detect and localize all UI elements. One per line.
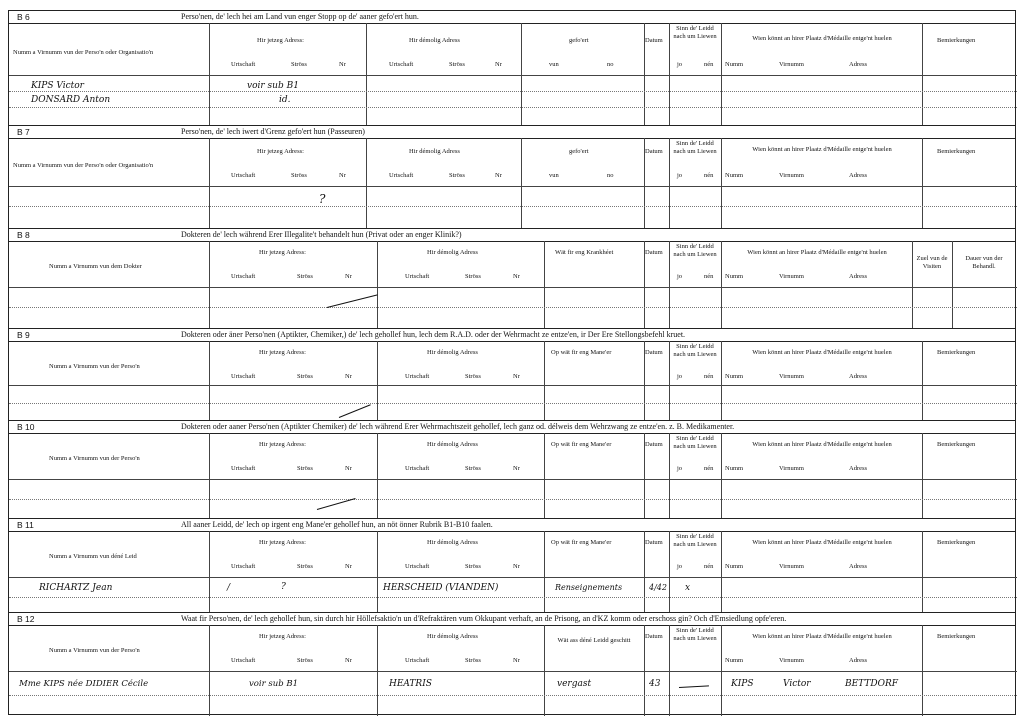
former-address-header: Hir démolig Adress xyxy=(409,37,460,44)
entry-former-address: HERSCHEID (VIANDEN) xyxy=(383,583,499,593)
entry-mark: ? xyxy=(281,582,286,592)
entry-name: Mme KIPS née DIDIER Cécile xyxy=(19,679,149,689)
entry-date: 43 xyxy=(649,679,661,689)
section-b6: B 6 Perso'nen, de' lech hei am Land vun enger Stopp op de' aaner gefo'ert hun. Numm a Virnumm vun der Perso'n oder Organisatio'n Hir jetzeg Adress: Urtschaft Ströss Nr Hir démolig Adress Urtschaft Ströss Nr gefo'ert vun no Datum Sinn de' Leidd nach um Liewen jo nén Wien könnt an hirer Plaatz d'Médaille entge'nt huelen Numm Virnumm Adress Bemierkungen KIPS Victor DONSARD Anton voir sub B1 id. xyxy=(8,10,1016,125)
current-address-header: Hir jetzeg Adress: xyxy=(257,37,304,44)
entry-mark: ? xyxy=(319,192,326,206)
entry-address: voir sub B1 xyxy=(247,81,299,91)
entry-what: vergast xyxy=(557,679,592,689)
section-b12: B 12 Waat fir Perso'nen, de' lech gehollef hun, sin durch hir Höllefsaktio'n un d'Refraktären vum Okkupant verhaft, an de Prisong, an d'KZ komm oder erschoss gin? Och d'Emsiedlung opfe'eren. Numm a Virnumm vun der Perso'n Hir jetzeg Adress: Urtschaft Ströss Nr Hir démolig Adress Urtschaft Ströss Nr Wät ass déné Leidd geschitt Datum Sinn de' Leidd nach um Liewen Wien könnt an hirer Plaatz d'Médaille entge'nt huelen Numm Virnumm Adress Bemierkungen Mme KIPS née DIDIER Cécile voir sub B1 HEATRIS vergast 43 KIPS Victor BETTDORF xyxy=(8,612,1016,715)
entry-mark: / xyxy=(227,583,231,593)
entry-date: 4/42 xyxy=(649,583,667,592)
entry-how: Renseignements xyxy=(555,583,623,592)
section-header: B 10 Dokteren oder aaner Perso'nen (Aptikter Chemiker) de' lech während Erer Wehrmachtszeit gehollef, lech ganz od. délweis dem Wehrzwang ze entze'en. z. B. Medikamenter. xyxy=(9,421,1015,434)
section-header xyxy=(9,11,1015,24)
section-title: Perso'nen, de' lech hei am Land vun enger Stopp op de' aaner gefo'ert hun. xyxy=(181,12,419,21)
section-header: B 9 Dokteren oder äner Perso'nen (Aptikter, Chemiker,) de' lech gehollef hun, lech dem R.A.D. oder der Wehrmacht ze entze'en, ir Der Ere Stellongsbefehl kruet. xyxy=(9,329,1015,342)
entry-medal-address: BETTDORF xyxy=(845,679,898,689)
section-b10: B 10 Dokteren oder aaner Perso'nen (Aptikter Chemiker) de' lech während Erer Wehrmachtszeit gehollef, lech ganz od. délweis dem Wehrzwang ze entze'en. z. B. Medikamenter. Numm a Virnumm vun der Perso'n Hir jetzeg Adress: Urtschaft Ströss Nr Hir démolig Adress Urtschaft Ströss Nr Op wät fir eng Mane'er Datum Sinn de' Leidd nach um Liewen jo nén Wien könnt an hirer Plaatz d'Médaille entge'nt huelen Numm Virnumm Adress Bemierkungen xyxy=(8,420,1016,518)
entry-name: DONSARD Anton xyxy=(31,95,111,105)
entry-medal-first: Victor xyxy=(783,679,811,689)
entry-address: id. xyxy=(279,95,291,105)
section-header: B 7 Perso'nen, de' lech iwert d'Grenz gefo'ert hun (Passeuren) xyxy=(9,126,1015,139)
entry-former-address: HEATRIS xyxy=(389,679,432,689)
section-header: B 11 All aaner Leidd, de' lech op irgent eng Mane'er gehollef hun, an nöt önner Rubrik B1-B10 faalen. xyxy=(9,519,1015,532)
entry-name: KIPS Victor xyxy=(31,81,84,91)
name-column-header: Numm a Virnumm vun der Perso'n oder Organisatio'n xyxy=(13,49,154,56)
section-b8: B 8 Dokteren de' lech während Erer Illegalite't behandelt hun (Privat oder an enger Klinik?) Numm a Virnumm vun dem Dokter Hir jetzeg Adress: Urtschaft Ströss Nr Hir démolig Adress Urtschaft Ströss Nr Wät fir eng Krankhéet Datum Sinn de' Leidd nach um Liewen jo nén Wien könnt an hirer Plaatz d'Médaille entge'nt huelen Numm Virnumm Adress Zuel vun de Visiten Dauer vun der Behandl. xyxy=(8,228,1016,328)
section-header: B 8 Dokteren de' lech während Erer Illegalite't behandelt hun (Privat oder an enger Klinik?) xyxy=(9,229,1015,242)
entry-alive: x xyxy=(685,583,691,593)
entry-medal-name: KIPS xyxy=(731,679,754,689)
section-header: B 12 Waat fir Perso'nen, de' lech gehollef hun, sin durch hir Höllefsaktio'n un d'Refraktären vum Okkupant verhaft, an de Prisong, an d'KZ komm oder erschoss gin? Och d'Emsiedlung opfe'eren. xyxy=(9,613,1015,626)
section-b7: B 7 Perso'nen, de' lech iwert d'Grenz gefo'ert hun (Passeuren) Numm a Virnumm vun der Perso'n oder Organisatio'n Hir jetzeg Adress: Urtschaft Ströss Nr Hir démolig Adress Urtschaft Ströss Nr gefo'ert vun no Datum Sinn de' Leidd nach um Liewen jo nén Wien könnt an hirer Plaatz d'Médaille entge'nt huelen Numm Virnumm Adress Bemierkungen ? xyxy=(8,125,1016,228)
entry-name: RICHARTZ Jean xyxy=(39,583,113,593)
section-b9: B 9 Dokteren oder äner Perso'nen (Aptikter, Chemiker,) de' lech gehollef hun, lech dem R.A.D. oder der Wehrmacht ze entze'en, ir Der Ere Stellongsbefehl kruet. Numm a Virnumm vun der Perso'n Hir jetzeg Adress: Urtschaft Ströss Nr Hir démolig Adress Urtschaft Ströss Nr Op wät fir eng Mane'er Datum Sinn de' Leidd nach um Liewen jo nén Wien könnt an hirer Plaatz d'Médaille entge'nt huelen Numm Virnumm Adress Bemierkungen xyxy=(8,328,1016,420)
section-code: B 6 xyxy=(17,12,30,22)
entry-address: voir sub B1 xyxy=(249,679,299,689)
resistance-form xyxy=(8,10,1016,715)
section-b11: B 11 All aaner Leidd, de' lech op irgent eng Mane'er gehollef hun, an nöt önner Rubrik B1-B10 faalen. Numm a Virnumm vun déné Leid Hir jetzeg Adress: Urtschaft Ströss Nr Hir démolig Adress Urtschaft Ströss Nr Op wät fir eng Mane'er Datum Sinn de' Leidd nach um Liewen jo nén Wien könnt an hirer Plaatz d'Médaille entge'nt huelen Numm Virnumm Adress Bemierkungen RICHARTZ Jean / ? HERSCHEID (VIANDEN) Renseignements 4/42 x xyxy=(8,518,1016,612)
